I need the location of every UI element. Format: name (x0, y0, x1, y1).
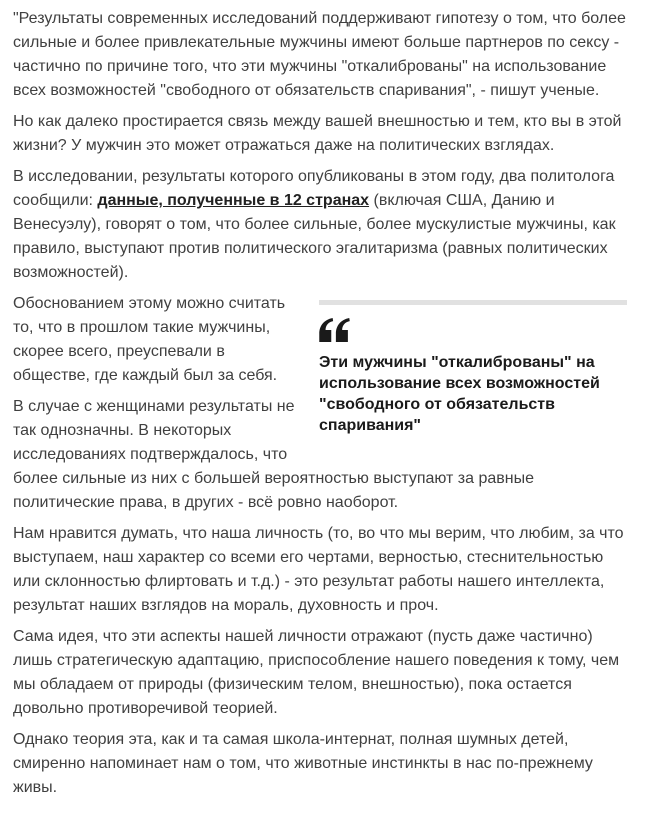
paragraph-justification: Обоснованием этому можно считать то, что в прошлом такие мужчины, скорее всего, преуспевали в обществе, где каждый был за себя. (13, 295, 286, 384)
paragraph-conclusion: Однако теория эта, как и та самая школа-интернат, полная шумных детей, смиренно напоминает нам о том, что животные инстинкты в нас по-прежнему живы. (13, 731, 593, 796)
quote-divider (319, 300, 627, 305)
paragraph-women-results: В случае с женщинами результаты не так однозначны. В некоторых исследованиях подтверждалось, что более сильные из них с большей вероятностью выступают за равные политические права, в других - всё ровно наоборот. (13, 398, 535, 511)
paragraph-study (13, 165, 627, 285)
paragraph-theory: Сама идея, что эти аспекты нашей личности отражают (пусть даже частично) лишь стратегическую адаптацию, приспособление нашего поведения к тому, чем мы обладаем от природы (физическим телом, внешностью), пока остается довольно противоречивой теорией. (13, 628, 620, 717)
open-quote-icon (319, 318, 627, 342)
pull-quote-text: Эти мужчины "откалиброваны" на использование всех возможностей "свободного от обязательств спаривания" (319, 354, 600, 434)
paragraph-quote-intro: "Результаты современных исследований поддерживают гипотезу о том, что более сильные и более привлекательные мужчины имеют больше партнеров по сексу - частично по причине того, что эти мужчины "откалиброваны" на использование всех возможностей "свободного от обязательств спаривания", - пишут ученые. (13, 10, 626, 99)
paragraph-study-before-link: В исследовании, результаты которого опубликованы в этом году, два политолога сообщили: (13, 168, 615, 209)
study-data-link[interactable]: данные, полученные в 12 странах (97, 192, 370, 209)
paragraph-personality: Нам нравится думать, что наша личность (то, во что мы верим, что любим, за что выступаем, наш характер со всеми его чертами, верностью, стеснительностью или склонностью флиртовать и т.д.) - это результат работы нашего интеллекта, результат наших взглядов на мораль, духовность и проч. (13, 525, 624, 614)
paragraph-study-after-link: (включая США, Данию и Венесуэлу), говорят о том, что более сильные, более мускулистые мужчины, как правило, выступают против политического эгалитаризма (равных политических возможностей). (13, 192, 616, 281)
pull-quote (319, 300, 627, 436)
paragraph-question: Но как далеко простирается связь между вашей внешностью и тем, кто вы в этой жизни? У мужчин это может отражаться даже на политических взглядах. (13, 113, 622, 154)
